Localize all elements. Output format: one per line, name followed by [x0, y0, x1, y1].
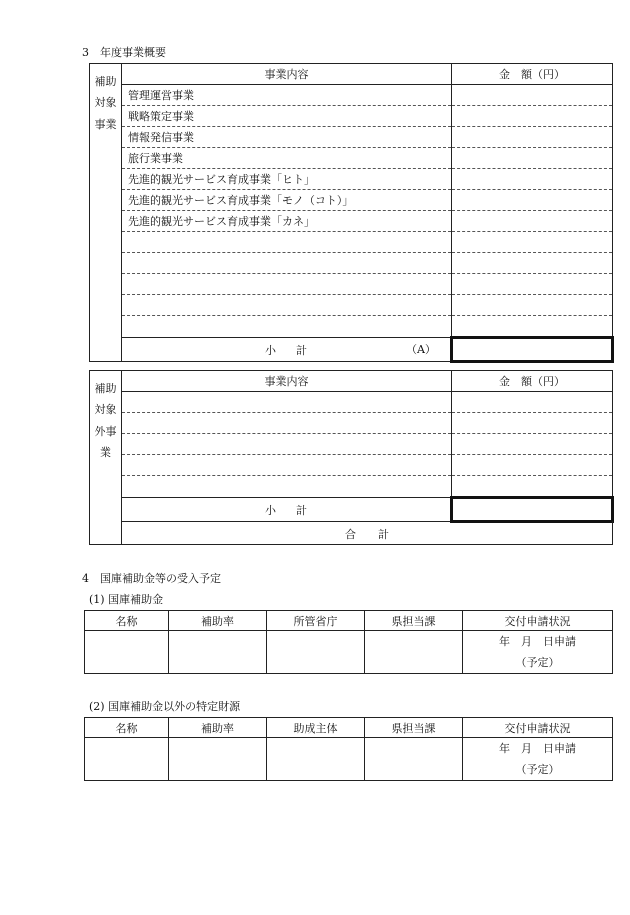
project-content-cell[interactable]: 戦略策定事業: [122, 106, 452, 127]
non-eligible-category-label: 補助対象外事業: [90, 371, 122, 545]
project-content-cell[interactable]: 先進的観光サービス育成事業「カネ」: [122, 211, 452, 232]
subtotal-label-cell: [122, 338, 452, 362]
header-grantor: 助成主体: [267, 718, 365, 738]
project-amount-cell[interactable]: [452, 274, 613, 295]
cell-application-status[interactable]: [463, 738, 613, 781]
project-content-cell[interactable]: 旅行業事業: [122, 148, 452, 169]
subtotal-label: 小計: [265, 503, 327, 517]
status-date-line: 年 月 日申請: [499, 742, 576, 755]
project-amount-cell[interactable]: [452, 413, 613, 434]
table-header-row: [85, 611, 613, 631]
total-label: 合 計: [122, 522, 613, 545]
header-name: 名称: [85, 611, 169, 631]
project-content-cell[interactable]: [122, 434, 452, 455]
project-content-cell[interactable]: [122, 253, 452, 274]
header-prefecture-dept: 県担当課: [365, 718, 463, 738]
cell-prefecture-dept[interactable]: [365, 631, 463, 674]
col-content-header: 事業内容: [122, 371, 452, 392]
cell-ministry[interactable]: [267, 631, 365, 674]
table-row: [90, 169, 613, 190]
cell-rate[interactable]: [169, 631, 267, 674]
project-amount-cell[interactable]: [452, 434, 613, 455]
header-application-status: 交付申請状況: [463, 611, 613, 631]
project-amount-cell[interactable]: [452, 169, 613, 190]
project-amount-cell[interactable]: [452, 232, 613, 253]
cell-prefecture-dept[interactable]: [365, 738, 463, 781]
project-amount-cell[interactable]: [452, 127, 613, 148]
project-amount-cell[interactable]: [452, 476, 613, 498]
cell-name[interactable]: [85, 631, 169, 674]
table-row: [90, 85, 613, 106]
eligible-category-label: 補助対象事業: [90, 64, 122, 362]
table-row: [90, 392, 613, 413]
subtotal-label: 小計: [265, 343, 327, 357]
subtotal-code: （A）: [406, 343, 436, 356]
subtotal-label-cell: [122, 498, 452, 522]
table-row: [85, 631, 613, 674]
table-row: [85, 738, 613, 781]
project-content-cell[interactable]: [122, 316, 452, 338]
project-content-cell[interactable]: 管理運営事業: [122, 85, 452, 106]
table-row: [90, 455, 613, 476]
other-funding-heading: (2) 国庫補助金以外の特定財源: [89, 700, 241, 713]
header-application-status: 交付申請状況: [463, 718, 613, 738]
header-name: 名称: [85, 718, 169, 738]
section3-heading: 3 年度事業概要: [82, 46, 166, 59]
project-content-cell[interactable]: [122, 392, 452, 413]
status-date-line: 年 月 日申請: [499, 635, 576, 648]
header-ministry: 所管省庁: [267, 611, 365, 631]
project-content-cell[interactable]: [122, 295, 452, 316]
eligible-projects-table: [89, 63, 614, 363]
table-header-row: [90, 64, 613, 85]
col-amount-header: 金 額（円）: [452, 371, 613, 392]
project-amount-cell[interactable]: [452, 316, 613, 338]
table-row: [90, 476, 613, 498]
cell-rate[interactable]: [169, 738, 267, 781]
subtotal-row: [90, 498, 613, 522]
col-amount-header: 金 額（円）: [452, 64, 613, 85]
project-content-cell[interactable]: [122, 274, 452, 295]
status-planned-line: （予定）: [515, 656, 560, 669]
table-row: [90, 253, 613, 274]
table-row: [90, 295, 613, 316]
table-row: [90, 148, 613, 169]
col-content-header: 事業内容: [122, 64, 452, 85]
cell-application-status[interactable]: [463, 631, 613, 674]
table-row: [90, 211, 613, 232]
table-row: [90, 127, 613, 148]
table-row: [90, 316, 613, 338]
subtotal-row: [90, 338, 613, 362]
subtotal-amount-box[interactable]: [452, 498, 613, 522]
section4-heading: 4 国庫補助金等の受入予定: [82, 572, 221, 585]
project-content-cell[interactable]: 先進的観光サービス育成事業「ヒト」: [122, 169, 452, 190]
table-header-row: [90, 371, 613, 392]
header-rate: 補助率: [169, 611, 267, 631]
non-eligible-projects-table: [89, 370, 613, 545]
other-funding-table: [84, 717, 613, 781]
subtotal-amount-box[interactable]: [452, 338, 613, 362]
project-content-cell[interactable]: [122, 413, 452, 434]
project-content-cell[interactable]: [122, 476, 452, 498]
project-amount-cell[interactable]: [452, 148, 613, 169]
project-content-cell[interactable]: [122, 232, 452, 253]
project-amount-cell[interactable]: [452, 253, 613, 274]
project-content-cell[interactable]: [122, 455, 452, 476]
table-row: [90, 434, 613, 455]
national-subsidy-table: [84, 610, 613, 674]
table-row: [90, 106, 613, 127]
table-row: [90, 232, 613, 253]
total-row: [90, 522, 613, 545]
table-header-row: [85, 718, 613, 738]
project-amount-cell[interactable]: [452, 295, 613, 316]
header-prefecture-dept: 県担当課: [365, 611, 463, 631]
project-amount-cell[interactable]: [452, 392, 613, 413]
table-row: [90, 413, 613, 434]
project-amount-cell[interactable]: [452, 85, 613, 106]
table-row: [90, 190, 613, 211]
project-content-cell[interactable]: 先進的観光サービス育成事業「モノ（コト）」: [122, 190, 452, 211]
project-amount-cell[interactable]: [452, 211, 613, 232]
table-row: [90, 274, 613, 295]
project-content-cell[interactable]: 情報発信事業: [122, 127, 452, 148]
national-subsidy-heading: (1) 国庫補助金: [89, 593, 164, 606]
project-amount-cell[interactable]: [452, 455, 613, 476]
header-rate: 補助率: [169, 718, 267, 738]
cell-grantor[interactable]: [267, 738, 365, 781]
project-amount-cell[interactable]: [452, 106, 613, 127]
project-amount-cell[interactable]: [452, 190, 613, 211]
cell-name[interactable]: [85, 738, 169, 781]
status-planned-line: （予定）: [515, 763, 560, 776]
